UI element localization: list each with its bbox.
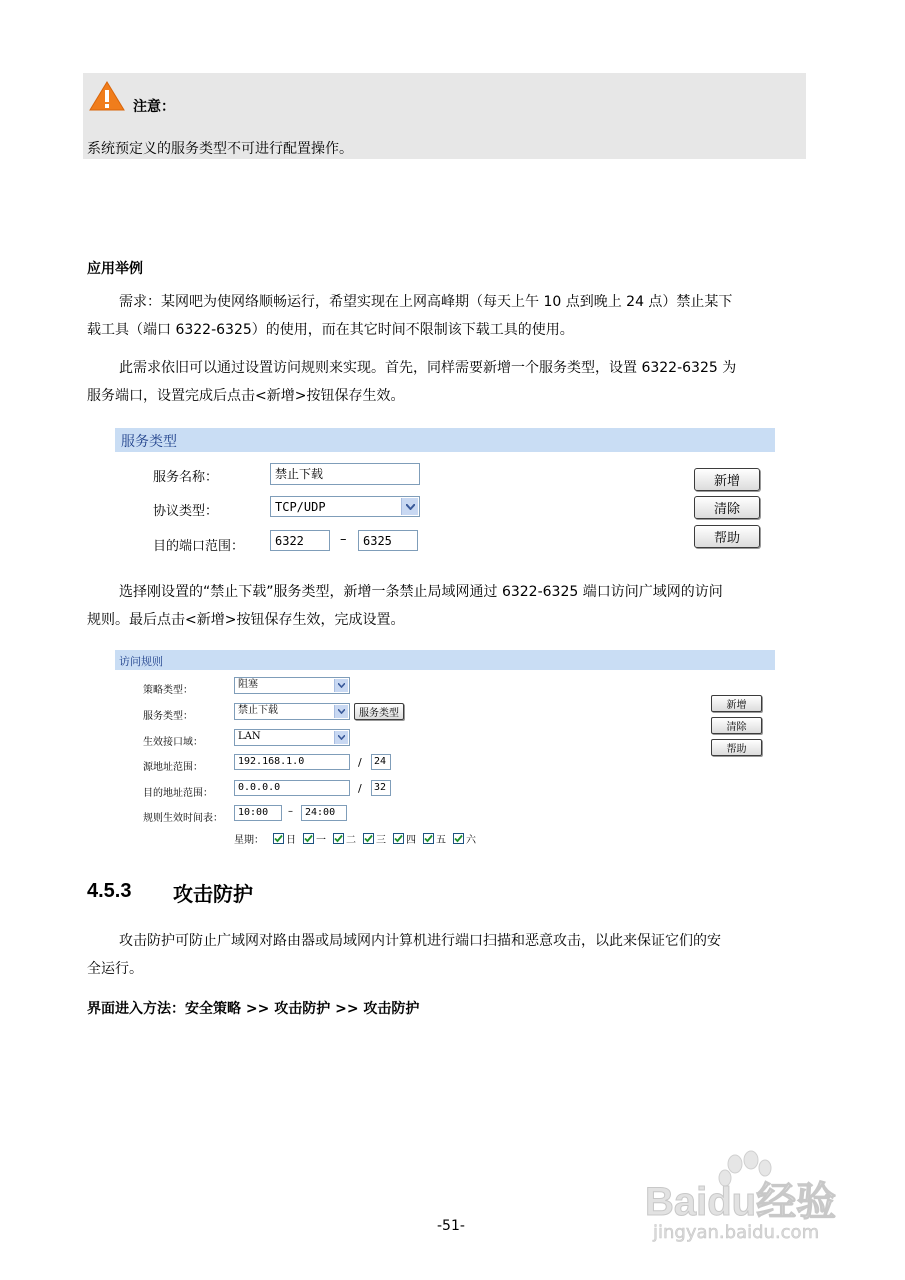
src-ip-input[interactable]: 192.168.1.0 — [234, 754, 350, 770]
weekday-6[interactable] — [453, 831, 476, 846]
service-type-value: 禁止下载 — [238, 705, 278, 716]
src-slash: / — [358, 756, 362, 769]
src-range-label: 源地址范围： — [143, 762, 203, 773]
nav-path: 界面进入方法：安全策略 >> 攻击防护 >> 攻击防护 — [87, 1001, 420, 1017]
service-name-input[interactable]: 禁止下载 — [270, 463, 420, 485]
weekday-label: 三 — [376, 835, 386, 846]
service-panel-title: 服务类型 — [121, 434, 177, 450]
example-heading: 应用举例 — [87, 261, 143, 277]
rule-clear-button[interactable]: 清除 — [711, 717, 762, 734]
service-name-label: 服务名称： — [153, 470, 219, 485]
weekday-label: 五 — [436, 835, 446, 846]
weekday-checkbox[interactable] — [303, 833, 314, 844]
service-clear-button[interactable]: 清除 — [694, 496, 760, 519]
port-start-input[interactable]: 6322 — [270, 530, 330, 551]
dst-slash: / — [358, 782, 362, 795]
service-type-label: 服务类型： — [143, 711, 193, 722]
service-type-button[interactable]: 服务类型 — [354, 703, 404, 720]
weekday-label: 四 — [406, 835, 416, 846]
port-separator: – — [340, 532, 347, 547]
rule-panel-header — [115, 650, 775, 670]
time-end-input[interactable]: 24:00 — [301, 805, 347, 821]
policy-select[interactable] — [234, 677, 350, 694]
protocol-value: TCP/UDP — [275, 500, 326, 514]
watermark-url: jingyan.baidu.com — [653, 1222, 820, 1243]
rule-help-button[interactable]: 帮助 — [711, 739, 762, 756]
warning-icon — [89, 81, 125, 111]
service-add-button[interactable]: 新增 — [694, 468, 760, 491]
port-range-label: 目的端口范围： — [153, 539, 245, 554]
service-help-button[interactable]: 帮助 — [694, 525, 760, 548]
src-mask-input[interactable]: 24 — [371, 754, 391, 770]
note-text: 系统预定义的服务类型不可进行配置操作。 — [87, 141, 353, 157]
weekday-label: 日 — [286, 835, 296, 846]
interface-label: 生效接口域： — [143, 737, 203, 748]
rule-add-button[interactable]: 新增 — [711, 695, 762, 712]
week-days — [273, 831, 483, 846]
check-icon — [454, 834, 463, 843]
watermark-brand: Baidu经验 — [645, 1180, 837, 1224]
protocol-label: 协议类型： — [153, 504, 219, 519]
section-para-line1: 攻击防护可防止广域网对路由器或局域网内计算机进行端口扫描和恶意攻击，以此来保证它们的安 — [119, 933, 721, 949]
weekday-2[interactable] — [333, 831, 356, 846]
weekday-label: 二 — [346, 835, 356, 846]
chevron-down-icon — [401, 498, 418, 515]
interface-value: LAN — [238, 731, 261, 742]
chevron-down-icon — [334, 705, 348, 718]
weekday-5[interactable] — [423, 831, 446, 846]
dst-mask-input[interactable]: 32 — [371, 780, 391, 796]
note-title: 注意： — [133, 99, 175, 115]
weekday-checkbox[interactable] — [333, 833, 344, 844]
example-para3-line1: 选择刚设置的“禁止下载”服务类型，新增一条禁止局域网通过 6322-6325 端口访问广域网的访问 — [119, 584, 723, 600]
check-icon — [364, 834, 373, 843]
weekday-3[interactable] — [363, 831, 386, 846]
weekday-checkbox[interactable] — [363, 833, 374, 844]
weekday-label: 一 — [316, 835, 326, 846]
weekday-checkbox[interactable] — [453, 833, 464, 844]
chevron-down-icon — [334, 679, 348, 692]
check-icon — [424, 834, 433, 843]
chevron-down-icon — [334, 731, 348, 744]
weekday-4[interactable] — [393, 831, 416, 846]
example-para2-line2: 服务端口，设置完成后点击<新增>按钮保存生效。 — [87, 388, 405, 404]
time-start-input[interactable]: 10:00 — [234, 805, 282, 821]
section-title: 攻击防护 — [173, 882, 253, 906]
dst-ip-input[interactable]: 0.0.0.0 — [234, 780, 350, 796]
time-separator: – — [288, 806, 293, 817]
check-icon — [274, 834, 283, 843]
check-icon — [334, 834, 343, 843]
check-icon — [394, 834, 403, 843]
port-end-input[interactable]: 6325 — [358, 530, 418, 551]
weekday-0[interactable] — [273, 831, 296, 846]
weekday-checkbox[interactable] — [393, 833, 404, 844]
service-panel-header — [115, 428, 775, 452]
week-label: 星期： — [234, 835, 264, 846]
policy-value: 阻塞 — [238, 679, 258, 690]
check-icon — [304, 834, 313, 843]
policy-label: 策略类型： — [143, 685, 193, 696]
weekday-checkbox[interactable] — [423, 833, 434, 844]
weekday-checkbox[interactable] — [273, 833, 284, 844]
section-number: 4.5.3 — [87, 880, 132, 902]
weekday-1[interactable] — [303, 831, 326, 846]
time-label: 规则生效时间表： — [143, 813, 223, 824]
dst-range-label: 目的地址范围： — [143, 788, 213, 799]
example-para2-line1: 此需求依旧可以通过设置访问规则来实现。首先，同样需要新增一个服务类型，设置 6322-6325 为 — [119, 360, 737, 376]
rule-panel-title: 访问规则 — [119, 655, 163, 668]
example-para1-line2: 载工具（端口 6322-6325）的使用，而在其它时间不限制该下载工具的使用。 — [87, 322, 574, 338]
protocol-select[interactable] — [270, 496, 420, 517]
service-type-select[interactable] — [234, 703, 350, 720]
page-number: -51- — [437, 1218, 465, 1234]
example-para1-line1: 需求：某网吧为使网络顺畅运行，希望实现在上网高峰期（每天上午 10 点到晚上 24 点）禁止某下 — [119, 294, 733, 310]
weekday-label: 六 — [466, 835, 476, 846]
section-para-line2: 全运行。 — [87, 961, 143, 977]
example-para3-line2: 规则。最后点击<新增>按钮保存生效，完成设置。 — [87, 612, 405, 628]
interface-select[interactable] — [234, 729, 350, 746]
